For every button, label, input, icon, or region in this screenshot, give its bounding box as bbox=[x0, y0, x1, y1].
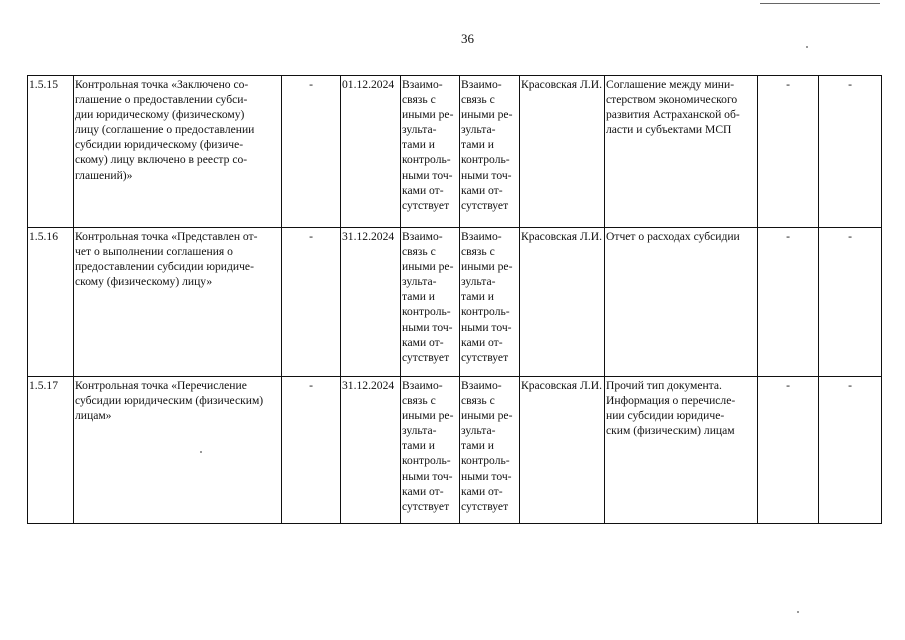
scan-speck bbox=[806, 46, 808, 48]
header-rule bbox=[760, 3, 880, 4]
relation-next-cell bbox=[460, 76, 520, 228]
page-number: 36 bbox=[461, 31, 474, 46]
control-points-table bbox=[27, 75, 882, 524]
relation-previous-cell-text: Взаимо- связь с иными ре- зульта- тами и контроль- ными точ- ками от- сутствует bbox=[402, 78, 454, 212]
responsible-person-cell bbox=[520, 76, 605, 228]
start-date-cell-text: - bbox=[309, 78, 313, 91]
start-date-cell bbox=[282, 228, 341, 377]
relation-next-cell-text: Взаимо- связь с иными ре- зульта- тами и контроль- ными точ- ками от- сутствует bbox=[461, 230, 513, 364]
row-number-text: 1.5.16 bbox=[29, 230, 58, 243]
row-number-text: 1.5.17 bbox=[29, 379, 58, 392]
control-point-description bbox=[74, 377, 282, 524]
responsible-person-cell-text: Красовская Л.И. bbox=[521, 78, 603, 91]
relation-previous-cell-text: Взаимо- связь с иными ре- зульта- тами и контроль- ными точ- ками от- сутствует bbox=[402, 230, 454, 364]
table-row bbox=[28, 76, 882, 228]
relation-next-cell bbox=[460, 377, 520, 524]
document-type-cell-text: Прочий тип документа. Информация о перечисле- нии субсидии юридиче- ским (физическим) лицам bbox=[606, 379, 736, 438]
control-point-description-text: Контрольная точка «Перечисление субсидии юридическим (физическим) лицам» bbox=[75, 379, 264, 423]
control-point-description bbox=[74, 76, 282, 228]
document-type-cell bbox=[605, 76, 758, 228]
row-number-text: 1.5.15 bbox=[29, 78, 58, 91]
relation-previous-cell bbox=[401, 377, 460, 524]
end-date-cell-text: 01.12.2024 bbox=[342, 78, 395, 91]
scan-speck bbox=[200, 451, 202, 453]
relation-previous-cell bbox=[401, 228, 460, 377]
row-number bbox=[28, 228, 74, 377]
start-date-cell bbox=[282, 76, 341, 228]
table-row bbox=[28, 228, 882, 377]
relation-next-cell bbox=[460, 228, 520, 377]
end-date-cell bbox=[341, 76, 401, 228]
relation-next-cell-text: Взаимо- связь с иными ре- зульта- тами и контроль- ными точ- ками от- сутствует bbox=[461, 379, 513, 513]
end-date-cell bbox=[341, 228, 401, 377]
relation-previous-cell bbox=[401, 76, 460, 228]
note-cell bbox=[819, 228, 882, 377]
info-system-cell-text: - bbox=[786, 230, 790, 243]
note-cell-text: - bbox=[848, 78, 852, 91]
control-point-description-text: Контрольная точка «Представлен от- чет о выполнении соглашения о предоставлении субсидии юридиче- скому (физическому) лицу» bbox=[75, 230, 258, 289]
info-system-cell-text: - bbox=[786, 379, 790, 392]
end-date-cell bbox=[341, 377, 401, 524]
responsible-person-cell-text: Красовская Л.И. bbox=[521, 230, 603, 243]
responsible-person-cell bbox=[520, 377, 605, 524]
document-type-cell bbox=[605, 377, 758, 524]
document-type-cell-text: Отчет о расходах субсидии bbox=[606, 230, 740, 243]
row-number bbox=[28, 377, 74, 524]
start-date-cell-text: - bbox=[309, 230, 313, 243]
end-date-cell-text: 31.12.2024 bbox=[342, 230, 395, 243]
end-date-cell-text: 31.12.2024 bbox=[342, 379, 395, 392]
control-point-description bbox=[74, 228, 282, 377]
note-cell-text: - bbox=[848, 230, 852, 243]
control-point-description-text: Контрольная точка «Заключено со- глашение о предоставлении субси- дии юридическому (физическому) лицу (соглашение о предоставлении субсидии юридическому (физиче- скому) лицу включено в реестр со- глашений)» bbox=[75, 78, 255, 182]
scan-speck bbox=[797, 611, 799, 613]
document-type-cell-text: Соглашение между мини- стерством экономического развития Астраханской об- ласти и субъектами МСП bbox=[606, 78, 740, 137]
info-system-cell-text: - bbox=[786, 78, 790, 91]
table-row bbox=[28, 377, 882, 524]
responsible-person-cell bbox=[520, 228, 605, 377]
relation-previous-cell-text: Взаимо- связь с иными ре- зульта- тами и контроль- ными точ- ками от- сутствует bbox=[402, 379, 454, 513]
responsible-person-cell-text: Красовская Л.И. bbox=[521, 379, 603, 392]
start-date-cell bbox=[282, 377, 341, 524]
note-cell bbox=[819, 76, 882, 228]
relation-next-cell-text: Взаимо- связь с иными ре- зульта- тами и контроль- ными точ- ками от- сутствует bbox=[461, 78, 513, 212]
document-type-cell bbox=[605, 228, 758, 377]
start-date-cell-text: - bbox=[309, 379, 313, 392]
note-cell bbox=[819, 377, 882, 524]
info-system-cell bbox=[758, 228, 819, 377]
info-system-cell bbox=[758, 76, 819, 228]
info-system-cell bbox=[758, 377, 819, 524]
note-cell-text: - bbox=[848, 379, 852, 392]
row-number bbox=[28, 76, 74, 228]
